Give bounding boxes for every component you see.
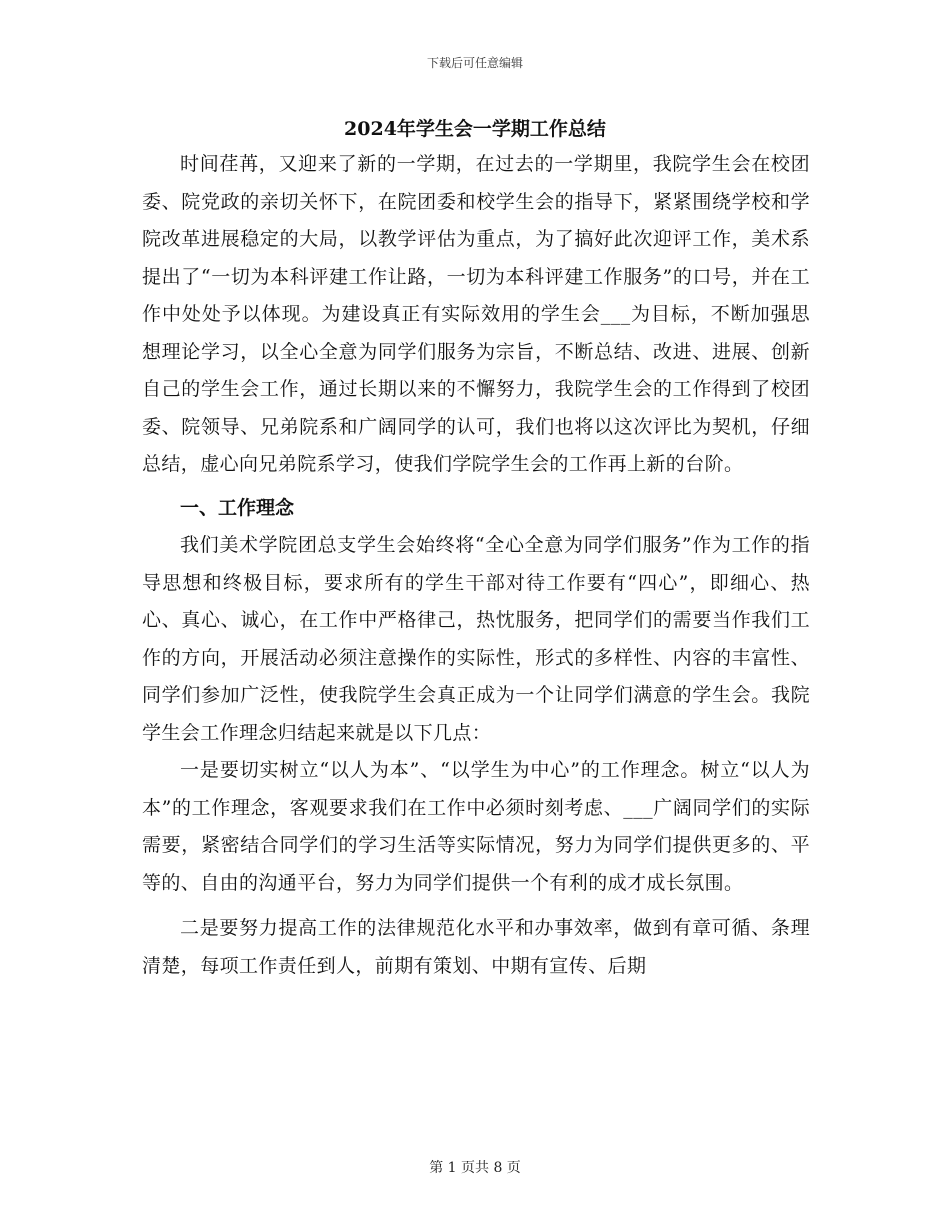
paragraph-spacer: [142, 902, 810, 910]
section-heading: 一、工作理念: [180, 496, 295, 519]
document-title: 2024年学生会一学期工作总结: [344, 118, 606, 140]
section-paragraph-3: 二是要努力提高工作的法律规范化水平和办事效率，做到有章可循、条理清楚，每项工作责任到人，前期有策划、中期有宣传、后期: [142, 917, 810, 977]
section-paragraph-2: 一是要切实树立“以人为本”、“以学生为中心”的工作理念。树立“以人为本”的工作理念，客观要求我们在工作中必须时刻考虑、___广阔同学们的实际需要，紧密结合同学们的学习生活等实际情况，努力为同学们提供更多的、平等的、自由的沟通平台，努力为同学们提供一个有利的成才成长氛围。: [142, 759, 810, 894]
header-note: 下载后可任意编辑: [426, 56, 523, 70]
document-body: [142, 146, 810, 985]
intro-paragraph: 时间荏苒，又迎来了新的一学期，在过去的一学期里，我院学生会在校团委、院党政的亲切关怀下，在院团委和校学生会的指导下，紧紧围绕学校和学院改革进展稳定的大局，以教学评估为重点，为了搞好此次迎评工作，美术系提出了“一切为本科评建工作让路，一切为本科评建工作服务”的口号，并在工作中处处予以体现。为建设真正有实际效用的学生会___为目标，不断加强思想理论学习，以全心全意为同学们服务为宗旨，不断总结、改进、进展、创新自己的学生会工作，通过长期以来的不懈努力，我院学生会的工作得到了校团委、院领导、兄弟院系和广阔同学的认可，我们也将以这次评比为契机，仔细总结，虚心向兄弟院系学习，使我们学院学生会的工作再上新的台阶。: [142, 153, 810, 475]
section-paragraph-1: 我们美术学院团总支学生会始终将“全心全意为同学们服务”作为工作的指导思想和终极目标，要求所有的学生干部对待工作要有“四心”，即细心、热心、真心、诚心，在工作中严格律己，热忱服务，把同学们的需要当作我们工作的方向，开展活动必须注意操作的实际性，形式的多样性、内容的丰富性、同学们参加广泛性，使我院学生会真正成为一个让同学们满意的学生会。我院学生会工作理念归结起来就是以下几点：: [142, 534, 810, 744]
page-number: 第 1 页共 8 页: [429, 1160, 521, 1176]
